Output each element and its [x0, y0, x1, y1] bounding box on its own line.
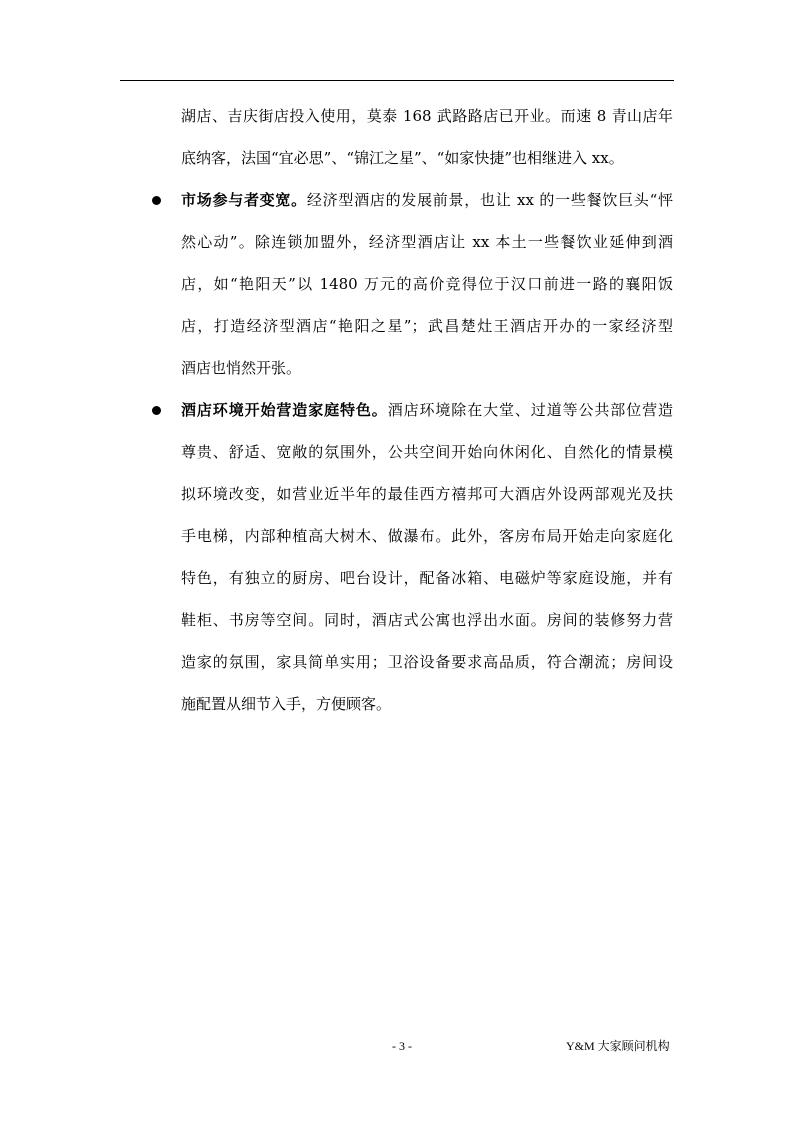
paragraph-line: 拟环境改变，如营业近半年的最佳西方禧邦可大酒店外设两部观光及扶: [181, 485, 673, 503]
paragraph-line: [181, 400, 673, 420]
header-rule: [120, 80, 674, 81]
paragraph-line: 施配置从细节入手，方便顾客。: [181, 695, 392, 713]
paragraph-line: 造家的氛围，家具简单实用；卫浴设备要求高品质，符合潮流；房间设: [181, 653, 673, 671]
bullet-text: 酒店环境除在大堂、过道等公共部位营造: [387, 401, 673, 419]
page-number: - 3 -: [392, 1039, 412, 1053]
paragraph-line: 特色，有独立的厨房、吧台设计，配备冰箱、电磁炉等家庭设施，并有: [181, 569, 673, 587]
paragraph-line: 店，打造经济型酒店“艳阳之星”；武昌楚灶王酒店开办的一家经济型: [181, 317, 673, 335]
paragraph-line: 湖店、吉庆街店投入使用，莫泰 168 武路路店已开业。而速 8 青山店年: [181, 107, 673, 125]
bullet-heading: 酒店环境开始营造家庭特色。: [181, 401, 388, 419]
bullet-text: 经济型酒店的发展前景，也让 xx 的一些餐饮巨头“怦: [306, 191, 673, 209]
footer-organization: Y&M 大家顾问机构: [566, 1039, 670, 1053]
paragraph-line: 鞋柜、书房等空间。同时，酒店式公寓也浮出水面。房间的装修努力营: [181, 611, 673, 629]
paragraph-line: 手电梯，内部种植高大树木、做瀑布。此外，客房布局开始走向家庭化: [181, 527, 673, 545]
bullet-icon: [152, 406, 161, 415]
bullet-heading: 市场参与者变宽。: [181, 191, 307, 209]
paragraph-line: [181, 190, 673, 210]
paragraph-line: 然心动”。除连锁加盟外，经济型酒店让 xx 本土一些餐饮业延伸到酒: [181, 233, 673, 251]
paragraph-line: 底纳客，法国“宜必思”、“锦江之星”、“如家快捷”也相继进入 xx。: [181, 149, 624, 167]
bullet-icon: [152, 196, 161, 205]
paragraph-line: 酒店也悄然开张。: [181, 359, 302, 377]
paragraph-line: 店，如“艳阳天”以 1480 万元的高价竞得位于汉口前进一路的襄阳饭: [181, 275, 673, 293]
paragraph-line: 尊贵、舒适、宽敞的氛围外，公共空间开始向休闲化、自然化的情景模: [181, 443, 673, 461]
